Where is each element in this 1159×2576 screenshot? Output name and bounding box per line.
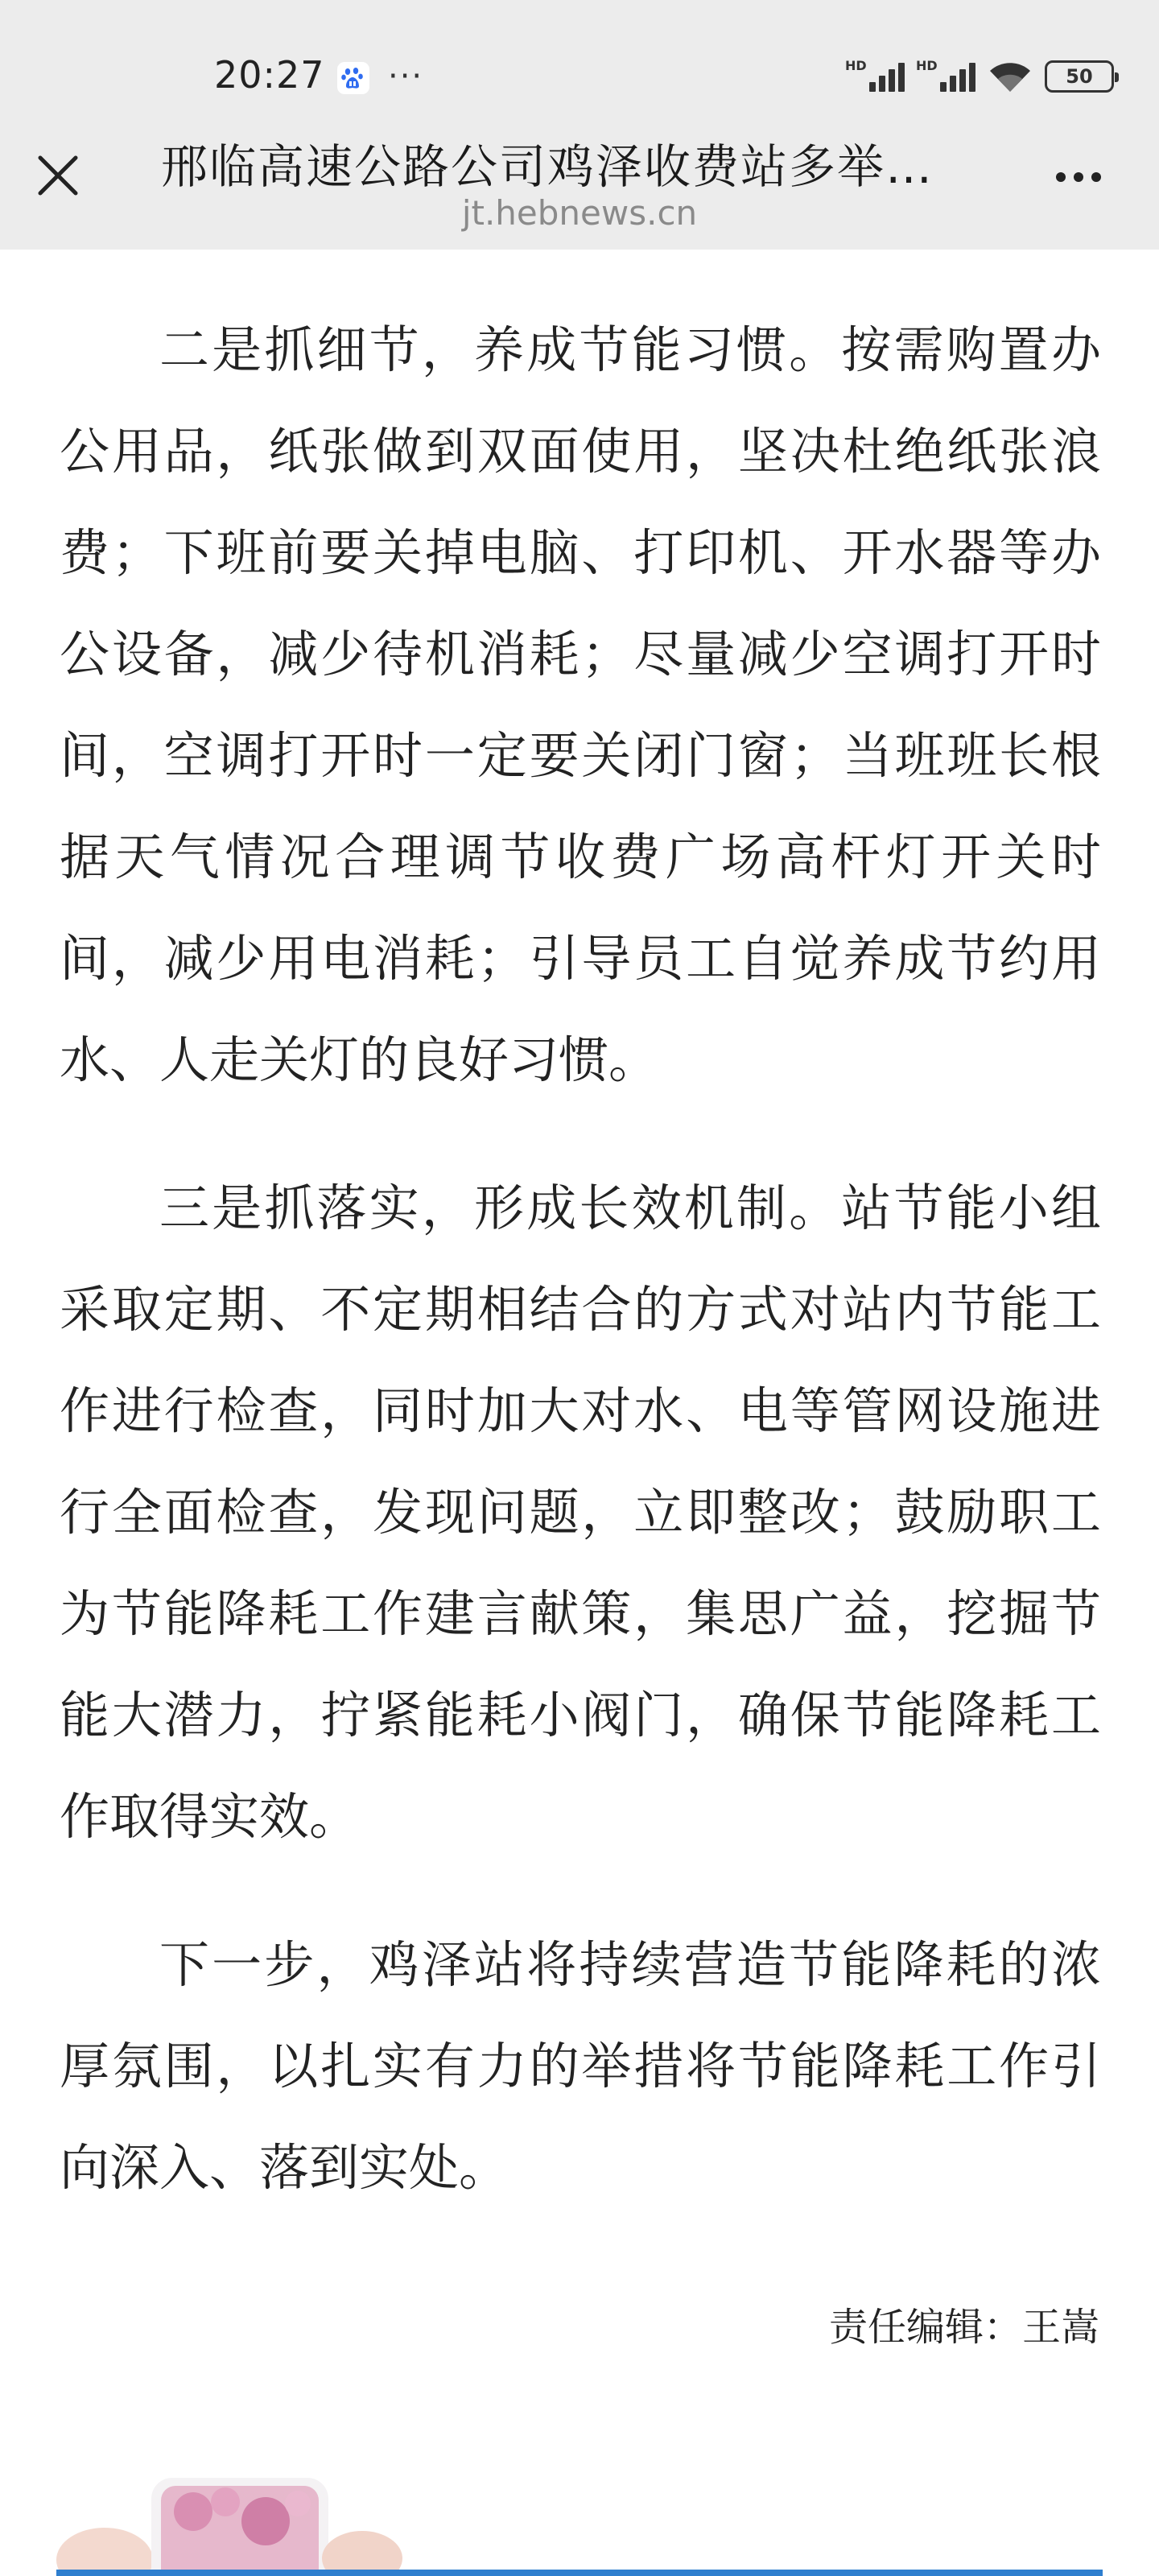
signal-icon (845, 58, 905, 95)
article-paragraph: 三是抓落实，形成长效机制。站节能小组采取定期、不定期相结合的方式对站内节能工作进行检查，同时加大对水、电等管网设施进行全面检查，发现问题，立即整改；鼓励职工为节能降耗工作建言献策，集思广益，挖掘节能大潜力，拧紧能耗小阀门，确保节能降耗工作取得实效。 (60, 1179, 1101, 1846)
more-horizontal-icon[interactable] (1046, 161, 1111, 193)
signal-icon (916, 58, 975, 95)
battery-icon (1045, 60, 1114, 93)
article-paragraph: 二是抓细节，养成节能习惯。按需购置办公用品，纸张做到双面使用，坚决杜绝纸张浪费；下班前要关掉电脑、打印机、开水器等办公设备，减少待机消耗；尽量减少空调打开时间，空调打开时一定要关闭门窗；当班班长根据天气情况合理调节收费广场高杆灯开关时间，减少用电消耗；引导员工自觉养成节约用水、人走关灯的良好习惯。 (60, 320, 1101, 1089)
article-paragraph: 下一步，鸡泽站将持续营造节能降耗的浓厚氛围，以扎实有力的举措将节能降耗工作引向深入、落到实处。 (60, 1935, 1101, 2197)
hd-label: HD (845, 58, 867, 73)
wifi-icon (987, 58, 1033, 95)
hd-label: HD (916, 58, 938, 73)
editor-credit: 责任编辑：王嵩 (828, 2305, 1099, 2350)
page-domain: jt.hebnews.cn (461, 193, 698, 233)
article-body (60, 299, 1101, 2265)
close-icon[interactable] (35, 153, 80, 198)
battery-level: 50 (1066, 65, 1093, 88)
baidu-paw-icon (336, 61, 370, 95)
page-title: 邢临高速公路公司鸡泽收费站多举… (161, 139, 934, 194)
status-time: 20:27 (214, 53, 325, 97)
article-image (56, 2463, 1103, 2576)
browser-header (0, 0, 1159, 250)
notification-more-icon: ··· (388, 58, 424, 95)
status-icons (845, 56, 1114, 97)
